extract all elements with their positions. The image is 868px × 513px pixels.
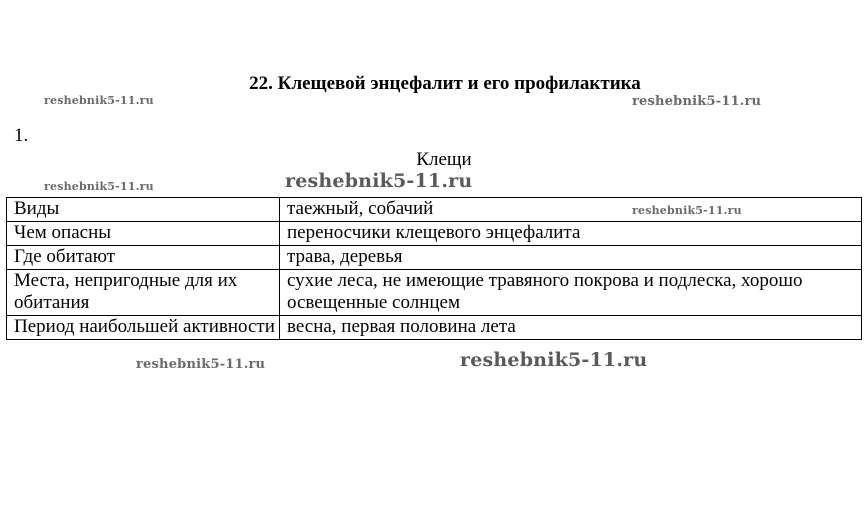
row-label: Виды [7,198,280,222]
row-value: таежный, собачий [280,198,862,222]
row-value: переносчики клещевого энцефалита [280,222,862,246]
watermark: reshebnik5-11.ru [136,357,266,372]
row-label: Период наибольшей активности [7,316,280,340]
row-label: Чем опасны [7,222,280,246]
row-value: весна, первая половина лета [280,316,862,340]
row-label: Где обитают [7,246,280,270]
watermark: reshebnik5-11.ru [285,170,473,192]
row-value: сухие леса, не имеющие травяного покрова и подлеска, хорошо освещенные солнцем [280,270,862,316]
row-value: трава, деревья [280,246,862,270]
table-row [7,316,862,340]
ticks-table [6,197,862,340]
watermark: reshebnik5-11.ru [632,204,742,217]
table-row [7,222,862,246]
watermark: reshebnik5-11.ru [632,94,762,109]
page-title: 22. Клещевой энцефалит и его профилактика [249,73,641,94]
table-row [7,246,862,270]
watermark: reshebnik5-11.ru [44,180,154,193]
watermark: reshebnik5-11.ru [44,94,154,107]
task-number: 1. [14,125,29,146]
row-label: Места, непригодные для их обитания [7,270,280,316]
watermark: reshebnik5-11.ru [460,349,648,371]
table-row [7,270,862,316]
table-caption: Клещи [416,149,472,170]
